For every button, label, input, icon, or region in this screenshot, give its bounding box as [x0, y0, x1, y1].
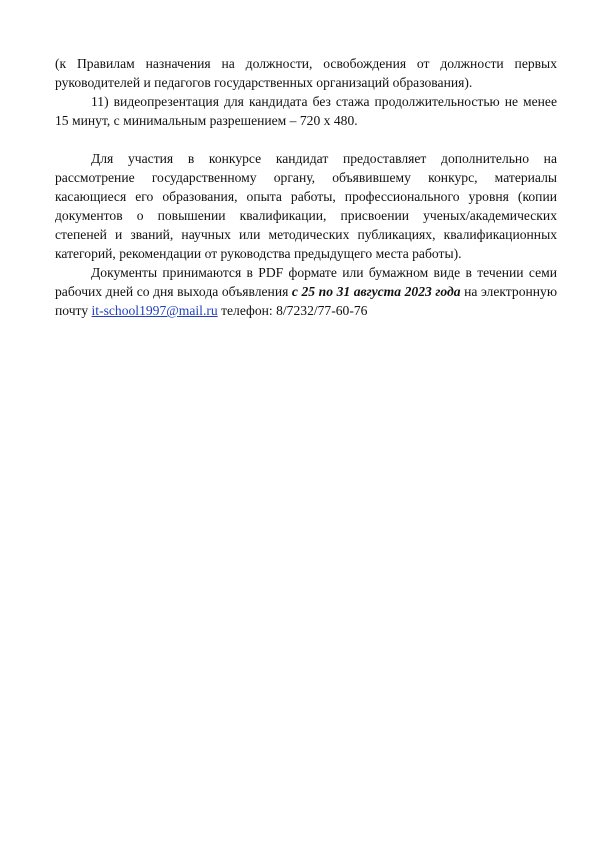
submission-deadline: с 25 по 31 августа 2023 года [291, 284, 461, 299]
phone-text: телефон: 8/7232/77-60-76 [217, 303, 368, 318]
submission-text-mid: на электронную почту [55, 284, 557, 318]
paragraph-submission-info [55, 263, 557, 320]
paragraph-additional-materials: Для участия в конкурсе кандидат предоставляет дополнительно на рассмотрение государственному органу, объявившему конкурс, материалы касающиеся его образования, опыта работы, профессионального уровня (копии документов о повышении квалификации, присвоении ученых/академических степеней и званий, научных или методических публикациях, квалификационных категорий, рекомендации от руководства предыдущего места работы). [55, 151, 557, 261]
paragraph-rules-reference: (к Правилам назначения на должности, освобождения от должности первых руководителей и педагогов государственных организаций образования). [55, 56, 557, 90]
email-link[interactable]: it-school1997@mail.ru [91, 303, 218, 318]
document-body [55, 54, 557, 320]
paragraph-video-presentation: 11) видеопрезентация для кандидата без стажа продолжительностью не менее 15 минут, с минимальным разрешением – 720 х 480. [55, 94, 557, 128]
submission-text-before: Документы принимаются в PDF формате или бумажном виде в течении семи рабочих дней со дня выхода объявления [55, 265, 557, 299]
